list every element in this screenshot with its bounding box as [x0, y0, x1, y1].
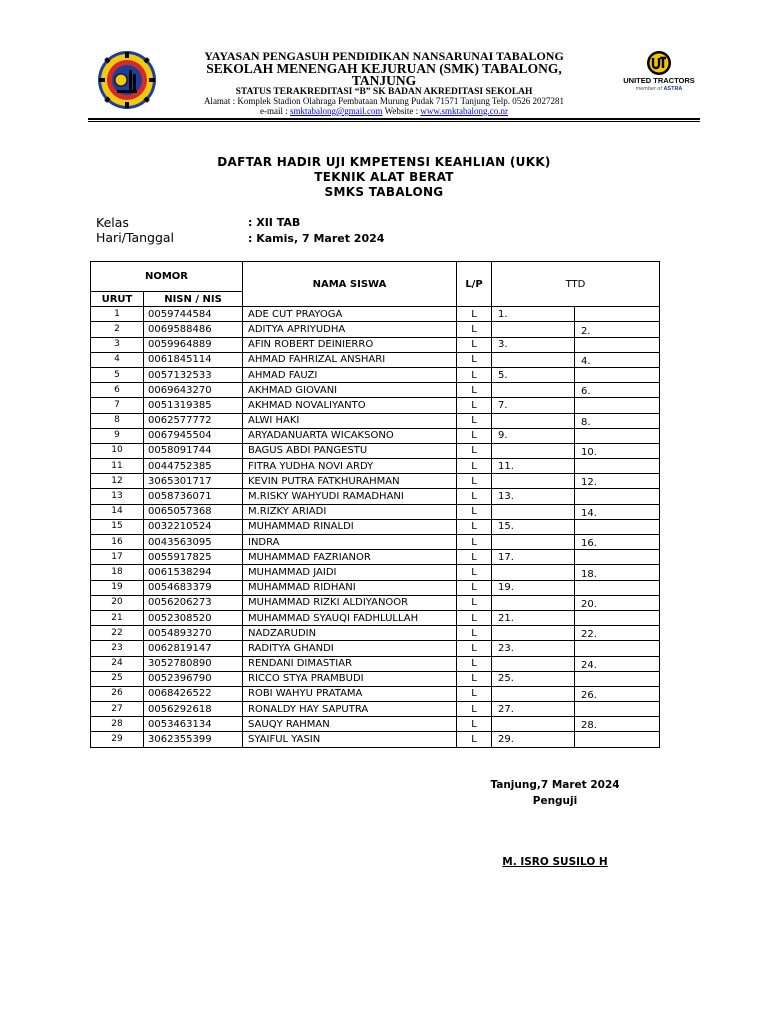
signature-place-date: Tanjung,7 Maret 2024	[490, 779, 620, 791]
cell-lp: L	[457, 550, 492, 565]
cell-ttd-right: 10.	[575, 443, 660, 458]
doc-subtitle-school: SMKS TABALONG	[324, 185, 444, 199]
cell-nama: MUHAMMAD RIZKI ALDIYANOOR	[243, 595, 457, 610]
cell-nisn: 0052396790	[144, 671, 243, 686]
cell-nama: M.RIZKY ARIADI	[243, 504, 457, 519]
header-urut: URUT	[91, 292, 144, 307]
school-city: TANJUNG	[351, 73, 417, 88]
accreditation-status: STATUS TERAKREDITASI “B” SK BADAN AKREDITASI SEKOLAH	[235, 87, 533, 97]
cell-urut: 6	[91, 383, 144, 398]
cell-ttd-left	[492, 504, 575, 519]
cell-ttd-right: 24.	[575, 656, 660, 671]
cell-nisn: 0059744584	[144, 307, 243, 322]
cell-nisn: 0032210524	[144, 519, 243, 534]
cell-lp: L	[457, 352, 492, 367]
cell-lp: L	[457, 702, 492, 717]
cell-lp: L	[457, 565, 492, 580]
cell-ttd-left	[492, 322, 575, 337]
cell-lp: L	[457, 443, 492, 458]
cell-nama: MUHAMMAD SYAUQI FADHLULLAH	[243, 610, 457, 625]
table-row	[91, 352, 660, 367]
cell-nisn: 0056292618	[144, 702, 243, 717]
table-row	[91, 686, 660, 701]
cell-ttd-left: 17.	[492, 550, 575, 565]
table-row	[91, 641, 660, 656]
cell-ttd-left: 15.	[492, 519, 575, 534]
cell-ttd-left	[492, 626, 575, 641]
cell-nisn: 0069588486	[144, 322, 243, 337]
table-row	[91, 474, 660, 489]
cell-ttd-right	[575, 337, 660, 352]
cell-nisn: 0059964889	[144, 337, 243, 352]
cell-nama: MUHAMMAD RINALDI	[243, 519, 457, 534]
cell-ttd-left: 13.	[492, 489, 575, 504]
cell-urut: 1	[91, 307, 144, 322]
cell-ttd-left	[492, 443, 575, 458]
attendance-table	[90, 261, 660, 748]
cell-nama: AHMAD FAUZI	[243, 367, 457, 382]
cell-lp: L	[457, 307, 492, 322]
cell-lp: L	[457, 671, 492, 686]
cell-nisn: 0055917825	[144, 550, 243, 565]
email-label: e-mail :	[259, 106, 288, 116]
cell-lp: L	[457, 686, 492, 701]
website-label: Website :	[384, 106, 419, 116]
cell-ttd-right	[575, 671, 660, 686]
header-rule-thin	[88, 121, 700, 122]
tanggal-label: Hari/Tanggal	[96, 230, 175, 245]
cell-nama: BAGUS ABDI PANGESTU	[243, 443, 457, 458]
table-row	[91, 671, 660, 686]
cell-ttd-left	[492, 595, 575, 610]
cell-nisn: 0043563095	[144, 535, 243, 550]
cell-ttd-right	[575, 307, 660, 322]
cell-urut: 17	[91, 550, 144, 565]
cell-ttd-left: 21.	[492, 610, 575, 625]
table-row	[91, 519, 660, 534]
cell-lp: L	[457, 519, 492, 534]
cell-ttd-left	[492, 474, 575, 489]
cell-nisn: 0061845114	[144, 352, 243, 367]
table-row	[91, 550, 660, 565]
website-link[interactable]: www.smktabalong.co.nr	[420, 106, 509, 116]
table-row	[91, 307, 660, 322]
kelas-label: Kelas	[96, 215, 129, 230]
cell-nisn: 3052780890	[144, 656, 243, 671]
cell-nisn: 0054893270	[144, 626, 243, 641]
table-row	[91, 535, 660, 550]
cell-nama: ADITYA APRIYUDHA	[243, 322, 457, 337]
cell-nama: AKHMAD NOVALIYANTO	[243, 398, 457, 413]
cell-urut: 9	[91, 428, 144, 443]
signature-role: Penguji	[532, 795, 578, 807]
cell-ttd-right: 2.	[575, 322, 660, 337]
table-row	[91, 428, 660, 443]
cell-ttd-left: 11.	[492, 459, 575, 474]
united-tractors-logo	[616, 50, 702, 96]
cell-lp: L	[457, 535, 492, 550]
cell-ttd-left: 25.	[492, 671, 575, 686]
table-row	[91, 489, 660, 504]
cell-urut: 16	[91, 535, 144, 550]
cell-lp: L	[457, 580, 492, 595]
cell-urut: 11	[91, 459, 144, 474]
cell-nisn: 0069643270	[144, 383, 243, 398]
table-row	[91, 626, 660, 641]
cell-ttd-right	[575, 610, 660, 625]
cell-urut: 13	[91, 489, 144, 504]
cell-lp: L	[457, 610, 492, 625]
cell-ttd-left: 1.	[492, 307, 575, 322]
header-ttd: TTD	[492, 262, 660, 307]
cell-nama: RENDANI DIMASTIAR	[243, 656, 457, 671]
cell-ttd-right: 14.	[575, 504, 660, 519]
foundation-name: YAYASAN PENGASUH PENDIDIKAN NANSARUNAI TABALONG	[204, 49, 564, 63]
partner-sub-prefix: member of	[635, 86, 662, 92]
doc-subtitle-program: TEKNIK ALAT BERAT	[314, 170, 454, 184]
cell-urut: 14	[91, 504, 144, 519]
cell-ttd-right: 18.	[575, 565, 660, 580]
cell-urut: 18	[91, 565, 144, 580]
header-nama: NAMA SISWA	[243, 262, 457, 307]
cell-lp: L	[457, 626, 492, 641]
cell-lp: L	[457, 641, 492, 656]
header-lp: L/P	[457, 262, 492, 307]
table-row	[91, 337, 660, 352]
cell-nama: SYAIFUL YASIN	[243, 732, 457, 747]
email-link[interactable]: smktabalong@gmail.com	[289, 106, 383, 116]
cell-urut: 27	[91, 702, 144, 717]
header-nisn: NISN / NIS	[144, 292, 243, 307]
cell-nama: MUHAMMAD RIDHANI	[243, 580, 457, 595]
cell-lp: L	[457, 413, 492, 428]
cell-ttd-left: 19.	[492, 580, 575, 595]
cell-urut: 10	[91, 443, 144, 458]
cell-nama: NADZARUDIN	[243, 626, 457, 641]
doc-title: DAFTAR HADIR UJI KMPETENSI KEAHLIAN (UKK)	[217, 155, 551, 169]
cell-urut: 25	[91, 671, 144, 686]
cell-nama: ARYADANUARTA WICAKSONO	[243, 428, 457, 443]
cell-nama: RADITYA GHANDI	[243, 641, 457, 656]
cell-nama: MUHAMMAD JAIDI	[243, 565, 457, 580]
cell-nama: AKHMAD GIOVANI	[243, 383, 457, 398]
table-row	[91, 656, 660, 671]
table-row	[91, 565, 660, 580]
cell-nisn: 0062577772	[144, 413, 243, 428]
cell-ttd-right	[575, 367, 660, 382]
cell-ttd-right	[575, 702, 660, 717]
cell-ttd-left	[492, 565, 575, 580]
cell-ttd-left: 23.	[492, 641, 575, 656]
cell-urut: 20	[91, 595, 144, 610]
table-row	[91, 413, 660, 428]
table-row	[91, 610, 660, 625]
cell-nisn: 0053463134	[144, 717, 243, 732]
cell-nisn: 0062819147	[144, 641, 243, 656]
cell-ttd-right: 28.	[575, 717, 660, 732]
cell-lp: L	[457, 595, 492, 610]
cell-ttd-left	[492, 686, 575, 701]
cell-urut: 22	[91, 626, 144, 641]
cell-ttd-right	[575, 459, 660, 474]
cell-ttd-left	[492, 352, 575, 367]
signature-name: M. ISRO SUSILO H	[502, 856, 608, 868]
cell-ttd-right: 20.	[575, 595, 660, 610]
cell-lp: L	[457, 322, 492, 337]
cell-ttd-right	[575, 398, 660, 413]
table-row	[91, 702, 660, 717]
cell-urut: 29	[91, 732, 144, 747]
cell-ttd-left	[492, 413, 575, 428]
cell-ttd-right: 22.	[575, 626, 660, 641]
cell-ttd-left	[492, 717, 575, 732]
cell-urut: 5	[91, 367, 144, 382]
cell-ttd-right: 26.	[575, 686, 660, 701]
cell-nisn: 0052308520	[144, 610, 243, 625]
cell-ttd-right: 4.	[575, 352, 660, 367]
header-rule-thick	[88, 118, 700, 120]
cell-ttd-left: 7.	[492, 398, 575, 413]
cell-nisn: 0068426522	[144, 686, 243, 701]
cell-ttd-left: 9.	[492, 428, 575, 443]
tanggal-value: : Kamis, 7 Maret 2024	[248, 232, 385, 245]
cell-urut: 28	[91, 717, 144, 732]
cell-urut: 15	[91, 519, 144, 534]
table-row	[91, 383, 660, 398]
table-row	[91, 367, 660, 382]
cell-nisn: 0058736071	[144, 489, 243, 504]
cell-ttd-right	[575, 428, 660, 443]
cell-nama: AHMAD FAHRIZAL ANSHARI	[243, 352, 457, 367]
cell-lp: L	[457, 459, 492, 474]
cell-lp: L	[457, 474, 492, 489]
table-row	[91, 732, 660, 747]
cell-ttd-right: 6.	[575, 383, 660, 398]
cell-urut: 7	[91, 398, 144, 413]
cell-ttd-left: 3.	[492, 337, 575, 352]
table-row	[91, 443, 660, 458]
cell-nisn: 0061538294	[144, 565, 243, 580]
school-address: Alamat : Komplek Stadion Olahraga Pembataan Murung Pudak 71571 Tanjung Telp. 0526 2027281	[203, 96, 565, 106]
cell-lp: L	[457, 656, 492, 671]
cell-nisn: 0057132533	[144, 367, 243, 382]
cell-urut: 24	[91, 656, 144, 671]
table-row	[91, 580, 660, 595]
cell-urut: 8	[91, 413, 144, 428]
cell-ttd-right	[575, 550, 660, 565]
cell-lp: L	[457, 428, 492, 443]
cell-ttd-left	[492, 656, 575, 671]
cell-ttd-right: 12.	[575, 474, 660, 489]
table-row	[91, 459, 660, 474]
table-row	[91, 504, 660, 519]
cell-nama: AFIN ROBERT DEINIERRO	[243, 337, 457, 352]
cell-nisn: 0056206273	[144, 595, 243, 610]
cell-ttd-right	[575, 580, 660, 595]
cell-urut: 4	[91, 352, 144, 367]
ut-emblem-icon	[616, 50, 702, 78]
cell-ttd-right	[575, 519, 660, 534]
cell-urut: 3	[91, 337, 144, 352]
cell-nama: ADE CUT PRAYOGA	[243, 307, 457, 322]
kelas-value: : XII TAB	[248, 216, 301, 229]
cell-nisn: 3065301717	[144, 474, 243, 489]
table-row	[91, 398, 660, 413]
partner-name: UNITED TRACTORS	[623, 76, 695, 85]
cell-lp: L	[457, 367, 492, 382]
table-row	[91, 595, 660, 610]
cell-nama: ROBI WAHYU PRATAMA	[243, 686, 457, 701]
cell-lp: L	[457, 504, 492, 519]
header-nomor: NOMOR	[91, 262, 243, 292]
cell-urut: 26	[91, 686, 144, 701]
cell-nama: ALWI HAKI	[243, 413, 457, 428]
cell-nisn: 3062355399	[144, 732, 243, 747]
table-row	[91, 322, 660, 337]
cell-nisn: 0067945504	[144, 428, 243, 443]
school-name: SEKOLAH MENENGAH KEJURUAN (SMK) TABALONG,	[206, 61, 562, 76]
cell-lp: L	[457, 383, 492, 398]
partner-subtitle	[616, 86, 702, 92]
cell-nama: FITRA YUDHA NOVI ARDY	[243, 459, 457, 474]
cell-nisn: 0054683379	[144, 580, 243, 595]
cell-nama: MUHAMMAD FAZRIANOR	[243, 550, 457, 565]
cell-urut: 21	[91, 610, 144, 625]
cell-lp: L	[457, 489, 492, 504]
cell-nama: RICCO STYA PRAMBUDI	[243, 671, 457, 686]
attendance-rows	[91, 307, 660, 747]
cell-nama: RONALDY HAY SAPUTRA	[243, 702, 457, 717]
cell-urut: 12	[91, 474, 144, 489]
cell-ttd-left	[492, 383, 575, 398]
cell-urut: 2	[91, 322, 144, 337]
cell-nisn: 0065057368	[144, 504, 243, 519]
cell-ttd-left: 5.	[492, 367, 575, 382]
cell-ttd-right: 16.	[575, 535, 660, 550]
cell-urut: 19	[91, 580, 144, 595]
cell-lp: L	[457, 717, 492, 732]
cell-ttd-left: 29.	[492, 732, 575, 747]
partner-sub-brand: ASTRA	[663, 86, 683, 92]
cell-ttd-right: 8.	[575, 413, 660, 428]
cell-ttd-right	[575, 732, 660, 747]
cell-nama: M.RISKY WAHYUDI RAMADHANI	[243, 489, 457, 504]
cell-urut: 23	[91, 641, 144, 656]
cell-nama: SAUQY RAHMAN	[243, 717, 457, 732]
cell-lp: L	[457, 337, 492, 352]
cell-ttd-right	[575, 641, 660, 656]
cell-nisn: 0044752385	[144, 459, 243, 474]
cell-nisn: 0051319385	[144, 398, 243, 413]
cell-nama: KEVIN PUTRA FATKHURAHMAN	[243, 474, 457, 489]
cell-lp: L	[457, 732, 492, 747]
cell-ttd-left: 27.	[492, 702, 575, 717]
cell-ttd-left	[492, 535, 575, 550]
cell-nama: INDRA	[243, 535, 457, 550]
table-row	[91, 717, 660, 732]
cell-ttd-right	[575, 489, 660, 504]
cell-lp: L	[457, 398, 492, 413]
cell-nisn: 0058091744	[144, 443, 243, 458]
contact-line	[0, 106, 768, 116]
